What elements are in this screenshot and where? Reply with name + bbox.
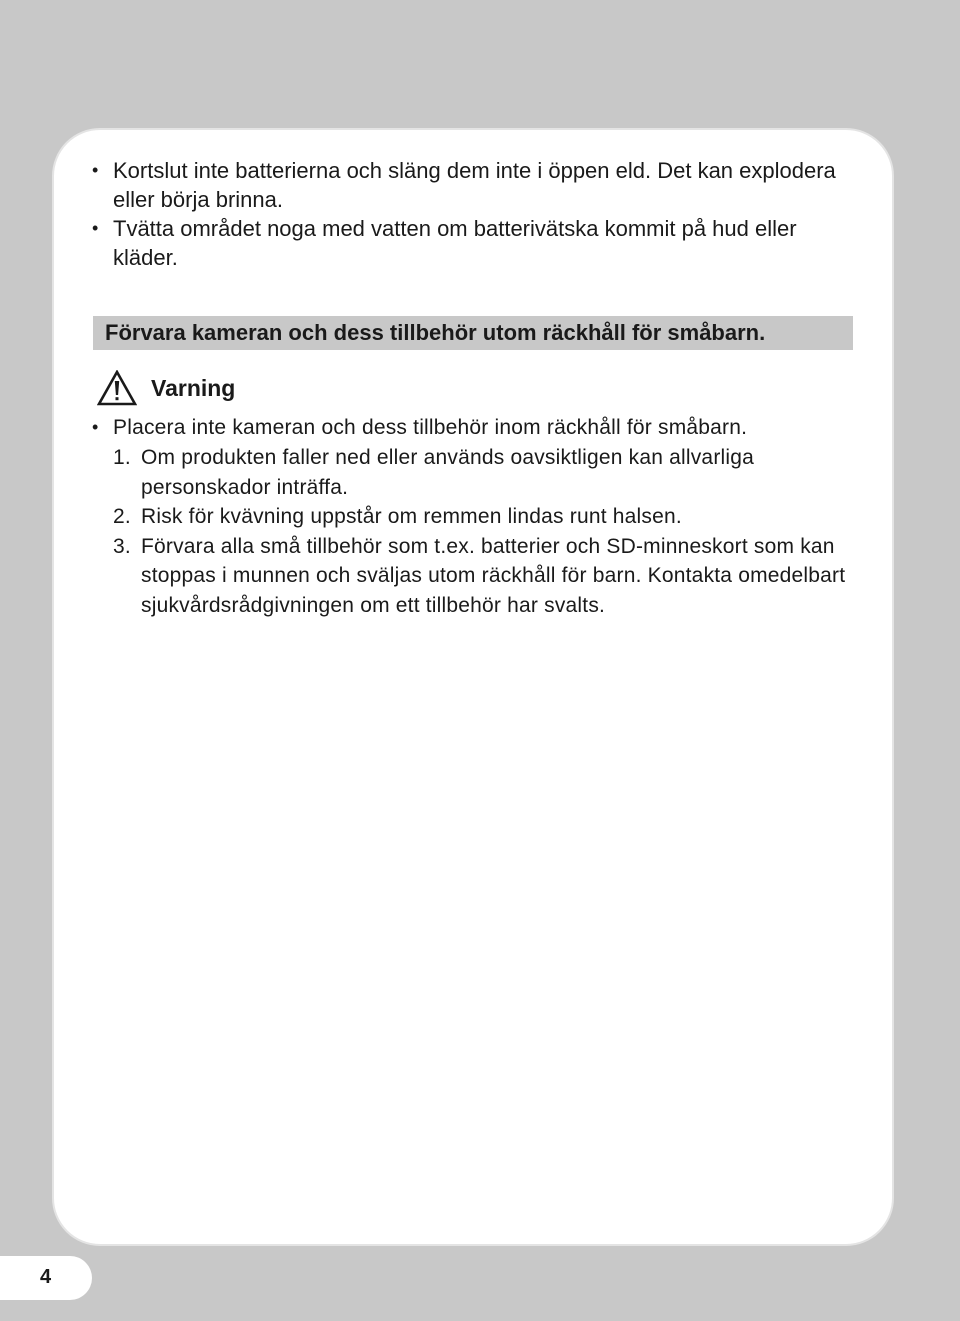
list-item-number: 1. — [113, 446, 131, 469]
bullet-item: • Tvätta området noga med vatten om batterivätska kommit på hud eller kläder. — [92, 214, 862, 272]
list-item — [113, 443, 873, 502]
list-item-text: Förvara alla små tillbehör som t.ex. batterier och SD-minneskort som kan stoppas i munnen och sväljas utom räckhåll för barn. Kontakta omedelbart sjukvårdsrådgivningen om ett tillbehör har svalts. — [141, 534, 846, 617]
list-item-text: Risk för kvävning uppstår om remmen lindas runt halsen. — [141, 505, 682, 528]
warning-numbered-list — [113, 443, 873, 620]
page-number: 4 — [40, 1266, 52, 1288]
list-item-number: 2. — [113, 505, 131, 528]
section-heading: Förvara kameran och dess tillbehör utom räckhåll för småbarn. — [93, 316, 853, 350]
warning-bullet: • Placera inte kameran och dess tillbehör inom räckhåll för småbarn. — [92, 413, 872, 442]
list-item — [113, 532, 873, 621]
list-item-text: Om produkten faller ned eller används oavsiktligen kan allvarliga personskador inträffa. — [141, 446, 754, 499]
warning-label: Varning — [151, 375, 236, 401]
content-panel — [52, 128, 894, 1246]
list-item-number: 3. — [113, 534, 131, 558]
warning-triangle-icon — [97, 370, 137, 406]
bullet-item: • Kortslut inte batterierna och släng dem inte i öppen eld. Det kan explodera eller börja brinna. — [92, 156, 862, 214]
battery-bullet-list — [92, 156, 862, 272]
list-item — [113, 502, 873, 532]
warning-header — [97, 368, 235, 408]
